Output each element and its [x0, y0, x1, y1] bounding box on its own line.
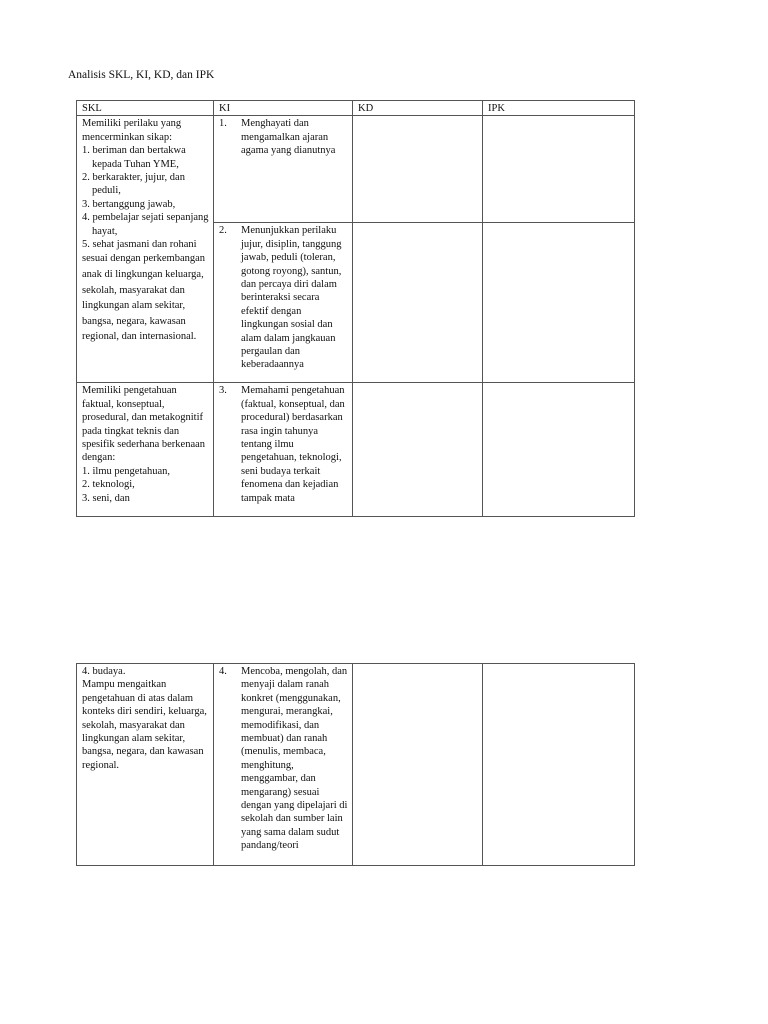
ki-text: Menunjukkan perilaku jujur, disiplin, tanggung jawab, peduli (toleran, gotong royong), santun, dan percaya diri dalam berinteraksi secara efektif dengan lingkungan sosial dan alam dalam jangkauan pergaulan dan keberadaannya	[241, 225, 342, 371]
ki-number: 1.	[219, 118, 227, 130]
skl-cell-attitude	[77, 116, 214, 383]
table-row	[77, 664, 635, 866]
table-row	[77, 383, 635, 517]
kd-cell	[353, 116, 483, 223]
ki-text: Mencoba, mengolah, dan menyaji dalam ranah konkret (menggunakan, mengurai, merangkai, memodifikasi, dan membuat) dan ranah (menulis, membaca, menghitung, menggambar, dan mengarang) sesuai dengan yang dipelajari di sekolah dan sumber lain yang sama dalam sudut pandang/teori	[241, 666, 348, 852]
kd-cell	[353, 664, 483, 866]
skl-list	[82, 665, 209, 678]
ki-cell-1	[214, 116, 353, 223]
header-kd: KD	[353, 101, 483, 116]
list-item: 2. berkarakter, jujur, dan peduli,	[82, 172, 185, 197]
ki-text: Memahami pengetahuan (faktual, konseptual, dan procedural) berdasarkan rasa ingin tahunya tentang ilmu pengetahuan, teknologi, seni budaya terkait fenomena dan kejadian tampak mata	[241, 385, 345, 504]
skl-cell-knowledge-continued	[77, 664, 214, 866]
list-item: 1. beriman dan bertakwa kepada Tuhan YME,	[82, 145, 186, 170]
kd-cell	[353, 383, 483, 517]
skl-list	[82, 465, 209, 505]
ipk-cell	[483, 223, 635, 383]
table-header-row	[77, 101, 635, 116]
ki-text: Menghayati dan mengamalkan ajaran agama yang dianutnya	[241, 118, 336, 157]
ki-number: 2.	[219, 225, 227, 237]
skl-intro: Memiliki perilaku yang mencerminkan sikap:	[82, 118, 182, 143]
list-item: 5. sehat jasmani dan rohani	[82, 239, 197, 251]
list-item: 4. pembelajar sejati sepanjang hayat,	[82, 212, 209, 237]
list-item: 1. ilmu pengetahuan,	[82, 465, 171, 477]
page-title: Analisis SKL, KI, KD, dan IPK	[68, 69, 215, 81]
ki-cell-4	[214, 664, 353, 866]
skl-list	[82, 144, 209, 251]
header-ki: KI	[214, 101, 353, 116]
ki-cell-3	[214, 383, 353, 517]
ki-number: 3.	[219, 385, 227, 397]
skl-closing: sesuai dengan perkembangan anak di lingkungan keluarga, sekolah, masyarakat dan lingkungan alam sekitar, bangsa, negara, kawasan regional, dan internasional.	[82, 253, 206, 343]
ki-number: 4.	[219, 666, 227, 677]
skl-intro: Memiliki pengetahuan faktual, konseptual, prosedural, dan metakognitif pada tingkat teknis dan spesifik sederhana berkenaan dengan:	[82, 385, 206, 464]
header-ipk: IPK	[483, 101, 635, 116]
list-item: 4. budaya.	[82, 666, 126, 677]
ipk-cell	[483, 116, 635, 223]
skl-closing: Mampu mengaitkan pengetahuan di atas dalam konteks diri sendiri, keluarga, sekolah, masyarakat dan lingkungan alam sekitar, bangsa, negara, dan kawasan regional.	[82, 679, 207, 771]
ki-cell-2	[214, 223, 353, 383]
analysis-table	[76, 100, 635, 517]
list-item: 3. bertanggung jawab,	[82, 198, 176, 210]
list-item: 3. seni, dan	[82, 492, 130, 504]
header-skl: SKL	[77, 101, 214, 116]
table-row	[77, 116, 635, 223]
ipk-cell	[483, 664, 635, 866]
list-item: 2. teknologi,	[82, 479, 135, 491]
ipk-cell	[483, 383, 635, 517]
analysis-table-continued	[76, 663, 635, 866]
kd-cell	[353, 223, 483, 383]
skl-cell-knowledge	[77, 383, 214, 517]
